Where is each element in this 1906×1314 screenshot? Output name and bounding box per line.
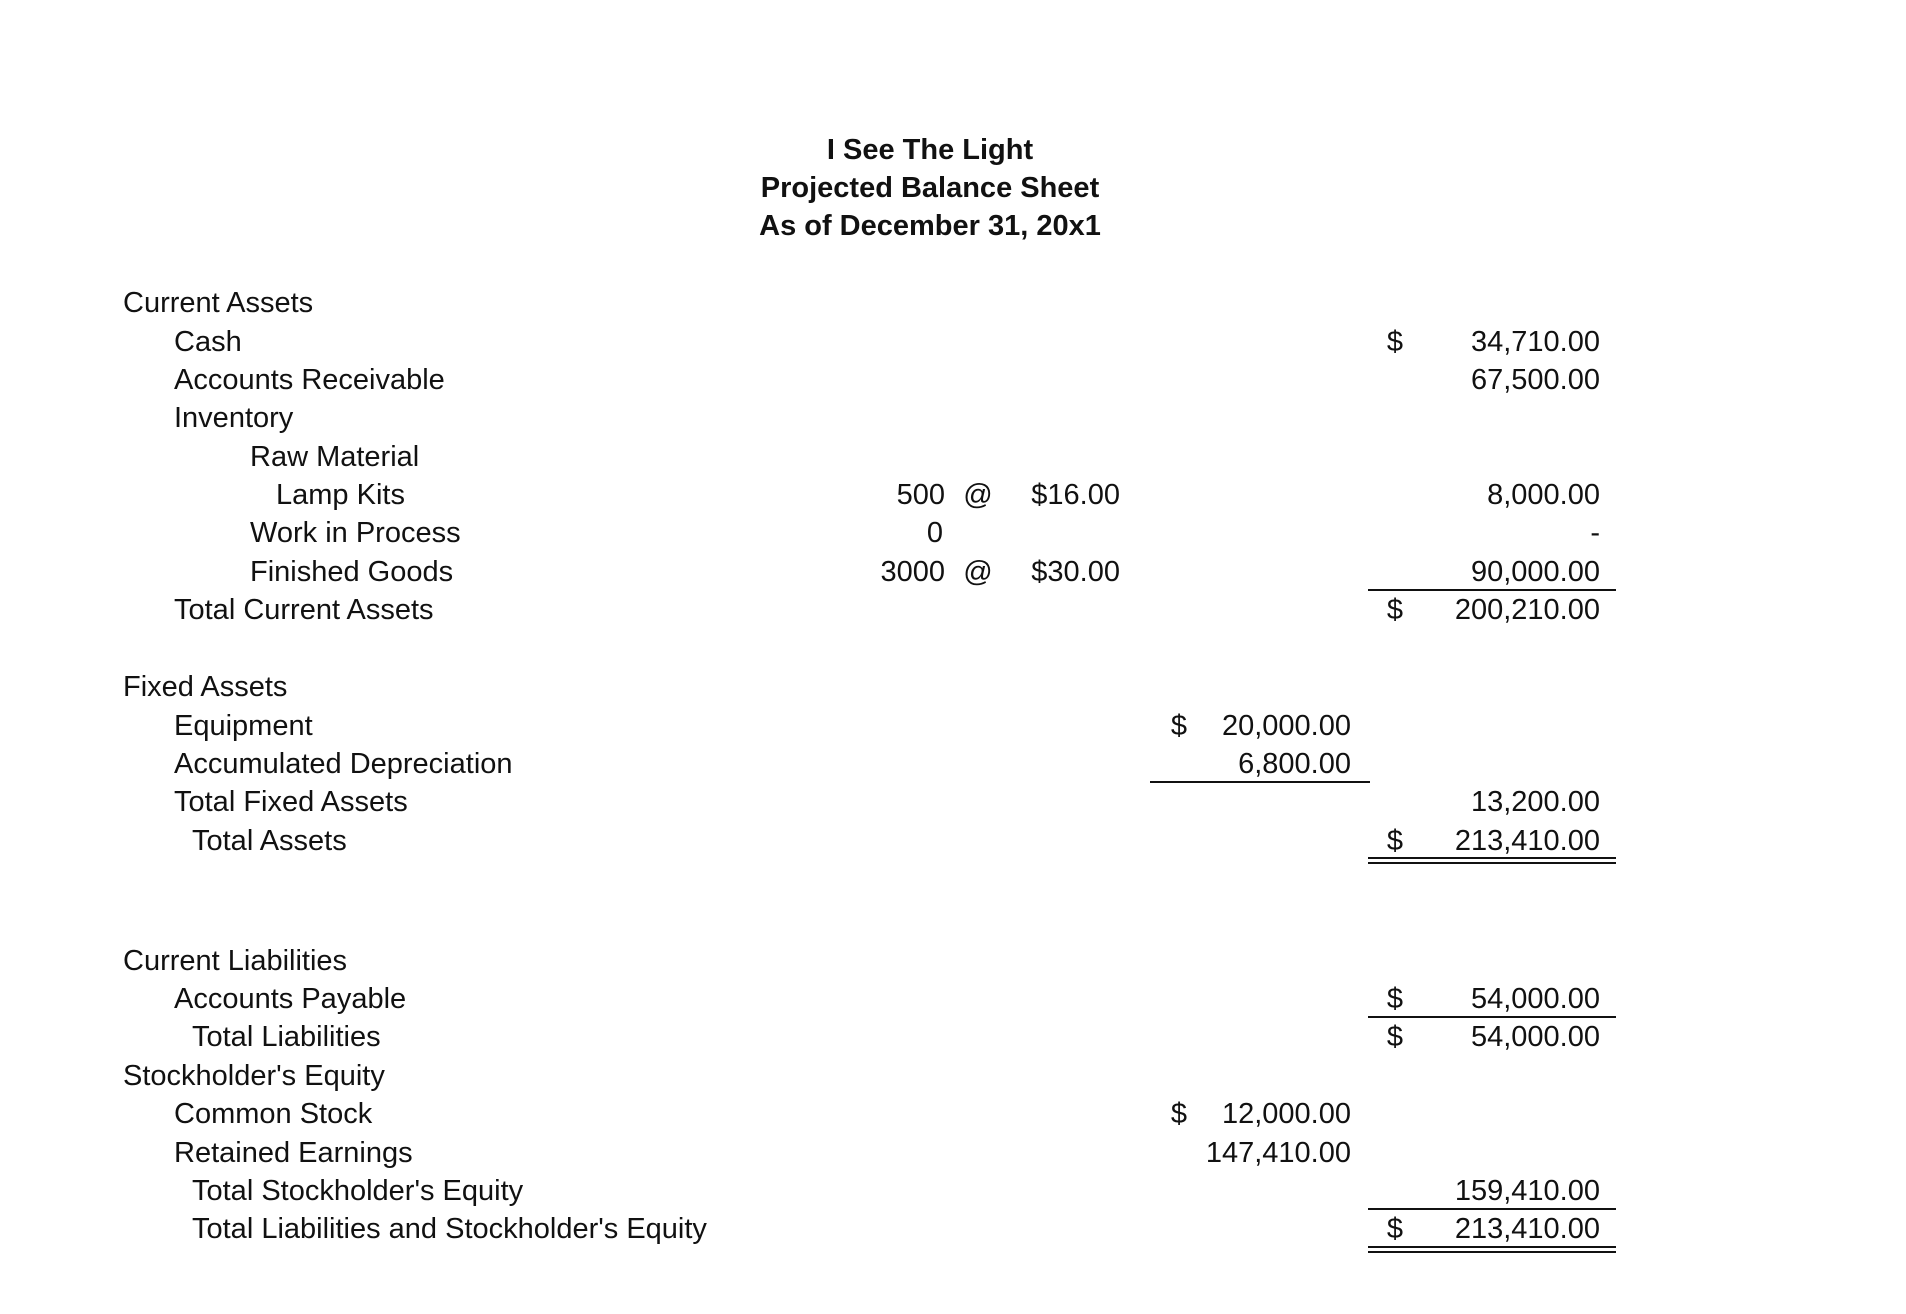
finished-goods-price: $30.00 bbox=[1031, 556, 1120, 588]
lamp-kits-label: Lamp Kits bbox=[276, 479, 405, 511]
current-assets-heading: Current Assets bbox=[123, 287, 314, 319]
work-in-process-label: Work in Process bbox=[250, 517, 461, 549]
accumulated-depreciation-amount: 6,800.00 bbox=[1238, 748, 1351, 780]
total-current-assets-label: Total Current Assets bbox=[174, 594, 434, 626]
fixed-assets-heading: Fixed Assets bbox=[123, 671, 288, 703]
statement-title: Projected Balance Sheet bbox=[760, 172, 1100, 204]
equipment-dollar: $ bbox=[1170, 710, 1188, 742]
total-liabilities-equity-label: Total Liabilities and Stockholder's Equity bbox=[192, 1213, 707, 1245]
equipment-label: Equipment bbox=[174, 710, 313, 742]
total-fixed-assets-label: Total Fixed Assets bbox=[174, 786, 408, 818]
accounts-payable-dollar: $ bbox=[1386, 983, 1404, 1015]
total-equity-amount: 159,410.00 bbox=[1454, 1175, 1600, 1207]
accumulated-depreciation-label: Accumulated Depreciation bbox=[174, 748, 513, 780]
equity-heading: Stockholder's Equity bbox=[123, 1060, 385, 1092]
finished-goods-amount: 90,000.00 bbox=[1470, 556, 1600, 588]
total-liabilities-equity-amount: 213,410.00 bbox=[1454, 1213, 1600, 1245]
total-assets-dollar: $ bbox=[1386, 825, 1404, 857]
accounts-receivable-label: Accounts Receivable bbox=[174, 364, 445, 396]
finished-goods-label: Finished Goods bbox=[250, 556, 454, 588]
total-liabilities-equity-dollar: $ bbox=[1386, 1213, 1404, 1245]
inventory-label: Inventory bbox=[174, 402, 294, 434]
lamp-kits-qty: 500 bbox=[896, 479, 945, 511]
total-equity-label: Total Stockholder's Equity bbox=[192, 1175, 524, 1207]
common-stock-dollar: $ bbox=[1170, 1098, 1188, 1130]
common-stock-label: Common Stock bbox=[174, 1098, 373, 1130]
equipment-amount: 20,000.00 bbox=[1221, 710, 1351, 742]
cash-dollar: $ bbox=[1386, 326, 1404, 358]
current-liabilities-heading: Current Liabilities bbox=[123, 945, 348, 977]
total-liabilities-equity-double-rule-top bbox=[1368, 1246, 1616, 1248]
accounts-receivable-amount: 67,500.00 bbox=[1470, 364, 1600, 396]
accounts-payable-amount: 54,000.00 bbox=[1470, 983, 1600, 1015]
total-current-assets-amount: 200,210.00 bbox=[1454, 594, 1600, 626]
total-liabilities-label: Total Liabilities bbox=[192, 1021, 381, 1053]
accounts-payable-label: Accounts Payable bbox=[174, 983, 407, 1015]
total-assets-label: Total Assets bbox=[192, 825, 347, 857]
total-fixed-assets-amount: 13,200.00 bbox=[1470, 786, 1600, 818]
total-current-assets-dollar: $ bbox=[1386, 594, 1404, 626]
lamp-kits-at: @ bbox=[963, 479, 993, 511]
work-in-process-amount: - bbox=[1590, 517, 1600, 549]
total-liabilities-dollar: $ bbox=[1386, 1021, 1404, 1053]
fixed-assets-subtotal-rule bbox=[1150, 781, 1370, 783]
total-liabilities-equity-double-rule-bottom bbox=[1368, 1251, 1616, 1253]
lamp-kits-price: $16.00 bbox=[1031, 479, 1120, 511]
common-stock-amount: 12,000.00 bbox=[1221, 1098, 1351, 1130]
total-assets-double-rule-top bbox=[1368, 857, 1616, 859]
work-in-process-qty: 0 bbox=[926, 517, 944, 549]
finished-goods-qty: 3000 bbox=[880, 556, 945, 588]
statement-date: As of December 31, 20x1 bbox=[759, 210, 1101, 242]
cash-label: Cash bbox=[174, 326, 242, 358]
retained-earnings-amount: 147,410.00 bbox=[1205, 1137, 1351, 1169]
finished-goods-at: @ bbox=[963, 556, 993, 588]
raw-material-label: Raw Material bbox=[250, 441, 420, 473]
total-liabilities-amount: 54,000.00 bbox=[1470, 1021, 1600, 1053]
total-assets-double-rule-bottom bbox=[1368, 862, 1616, 864]
cash-amount: 34,710.00 bbox=[1470, 326, 1600, 358]
total-assets-amount: 213,410.00 bbox=[1454, 825, 1600, 857]
lamp-kits-amount: 8,000.00 bbox=[1487, 479, 1600, 511]
retained-earnings-label: Retained Earnings bbox=[174, 1137, 413, 1169]
company-name: I See The Light bbox=[826, 134, 1034, 166]
